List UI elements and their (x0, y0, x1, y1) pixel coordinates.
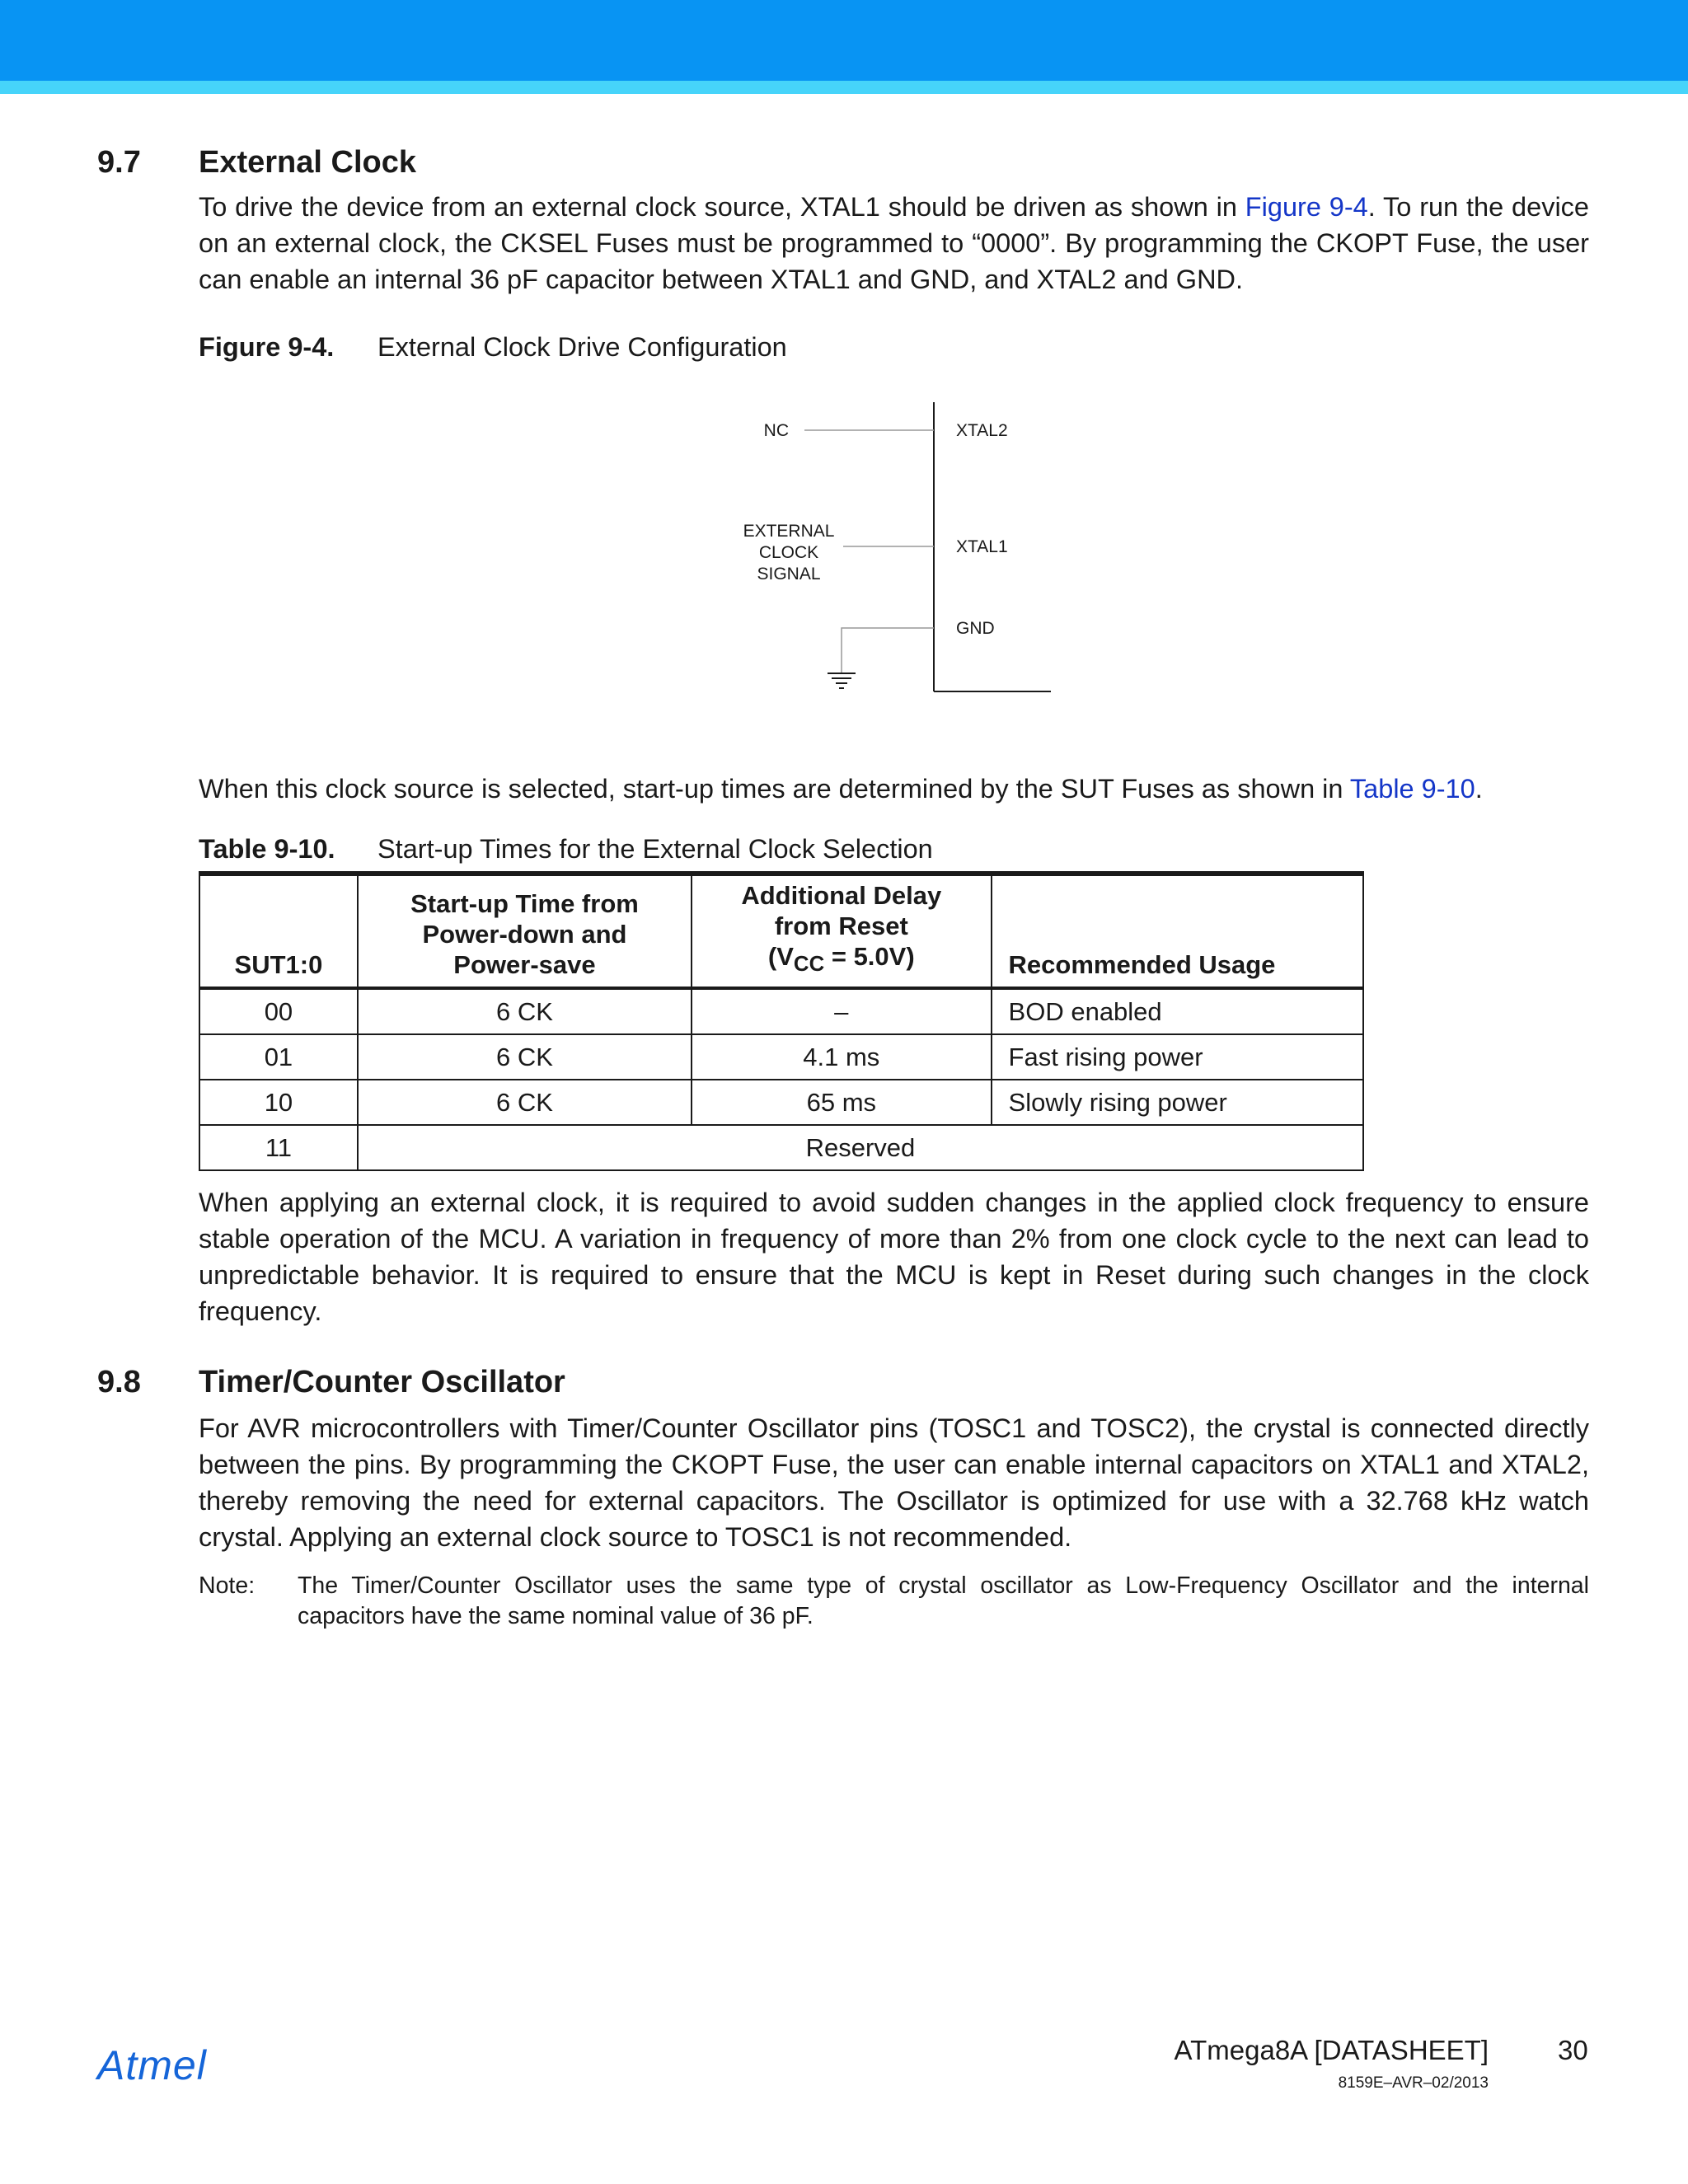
section-title: External Clock (199, 145, 416, 180)
clock-drive-diagram (725, 394, 1071, 707)
cell-delay: 4.1 ms (692, 1034, 991, 1080)
figure-label: Figure 9-4. (199, 332, 335, 362)
cell-startup: 6 CK (358, 1034, 692, 1080)
timer-oscillator-paragraph: For AVR microcontrollers with Timer/Counter Oscillator pins (TOSC1 and TOSC2), the crystal is connected directly between the pins. By programming the CKOPT Fuse, the user can enable internal capacitors on XTAL1 and XTAL2, thereby removing the need for external capacitors. The Oscillator is optimized for use with a 32.768 kHz watch crystal. Applying an external clock source to TOSC1 is not recommended. (199, 1413, 1589, 1552)
cell-delay: – (692, 988, 991, 1034)
gnd-wire (842, 628, 934, 673)
external-clock-intro: To drive the device from an external clock source, XTAL1 should be driven as shown in Figure 9-4. To run the device on an external clock, the CKSEL Fuses must be programmed to “0000”. By programming the CKOPT Fuse, the user can enable an internal 36 pF capacitor between XTAL1 and GND, and XTAL2 and GND. (199, 192, 1590, 294)
section-number: 9.8 (97, 1365, 141, 1399)
note-text: The Timer/Counter Oscillator uses the same type of crystal oscillator as Low-Frequency Oscillator and the internal capacitors have the same nominal value of 36 pF. (298, 1572, 1589, 1629)
cell-delay: 65 ms (692, 1080, 991, 1125)
atmel-logo: Atmel (97, 2042, 207, 2088)
figure-title: External Clock Drive Configuration (377, 332, 787, 362)
cell-reserved: Reserved (358, 1125, 1363, 1170)
header-recommended-usage: Recommended Usage (992, 874, 1363, 988)
cell-sut: 11 (199, 1125, 358, 1170)
footer-title: ATmega8A [DATASHEET] (1174, 2035, 1489, 2065)
xtal1-label: XTAL1 (956, 537, 1008, 556)
cell-usage: Fast rising power (992, 1034, 1363, 1080)
cell-sut: 01 (199, 1034, 358, 1080)
header-startup-time: Start-up Time from Power-down and Power-save (358, 874, 692, 988)
section-number: 9.7 (97, 145, 141, 180)
signal-label: SIGNAL (757, 565, 821, 583)
header-additional-delay: Additional Delay from Reset $(V_{CC} = 5.0V)$ (692, 874, 991, 988)
table-link[interactable]: Table 9-10 (1349, 774, 1475, 804)
header-sut: SUT1:0 (199, 874, 358, 988)
cell-sut: 10 (199, 1080, 358, 1125)
ground-icon (828, 673, 856, 688)
startup-paragraph: When this clock source is selected, start-up times are determined by the SUT Fuses as shown in Table 9-10. (199, 774, 1483, 804)
header-bar (0, 0, 1688, 81)
document-id: 8159E–AVR–02/2013 (1338, 2074, 1489, 2092)
nc-label: NC (763, 421, 789, 440)
sut-table (199, 871, 1364, 1171)
clock-label: CLOCK (758, 543, 819, 562)
table-row (199, 988, 1363, 1034)
table-title: Start-up Times for the External Clock Selection (377, 834, 933, 864)
table-row (199, 1034, 1363, 1080)
cell-usage: Slowly rising power (992, 1080, 1363, 1125)
cell-startup: 6 CK (358, 1080, 692, 1125)
note-label: Note: (199, 1572, 256, 1599)
table-caption (199, 834, 933, 865)
cell-startup: 6 CK (358, 988, 692, 1034)
figure-link[interactable]: Figure 9-4 (1245, 192, 1368, 222)
table-label: Table 9-10. (199, 834, 335, 864)
page-number: 30 (1558, 2035, 1588, 2065)
gnd-label: GND (956, 619, 995, 638)
table-row (199, 1080, 1363, 1125)
header-stripe (0, 81, 1688, 94)
cell-sut: 00 (199, 988, 358, 1034)
note (199, 1571, 1589, 1632)
external-label: EXTERNAL (743, 522, 835, 541)
xtal2-label: XTAL2 (956, 421, 1008, 440)
table-row-reserved (199, 1125, 1363, 1170)
cell-usage: BOD enabled (992, 988, 1363, 1034)
figure-caption (199, 332, 787, 363)
table-header-row (199, 874, 1363, 988)
variation-paragraph: When applying an external clock, it is required to avoid sudden changes in the applied clock frequency to ensure stable operation of the MCU. A variation in frequency of more than 2% from one clock cycle to the next can lead to unpredictable behavior. It is required to ensure that the MCU is kept in Reset during such changes in the clock frequency. (199, 1188, 1589, 1326)
section-title: Timer/Counter Oscillator (199, 1365, 565, 1399)
